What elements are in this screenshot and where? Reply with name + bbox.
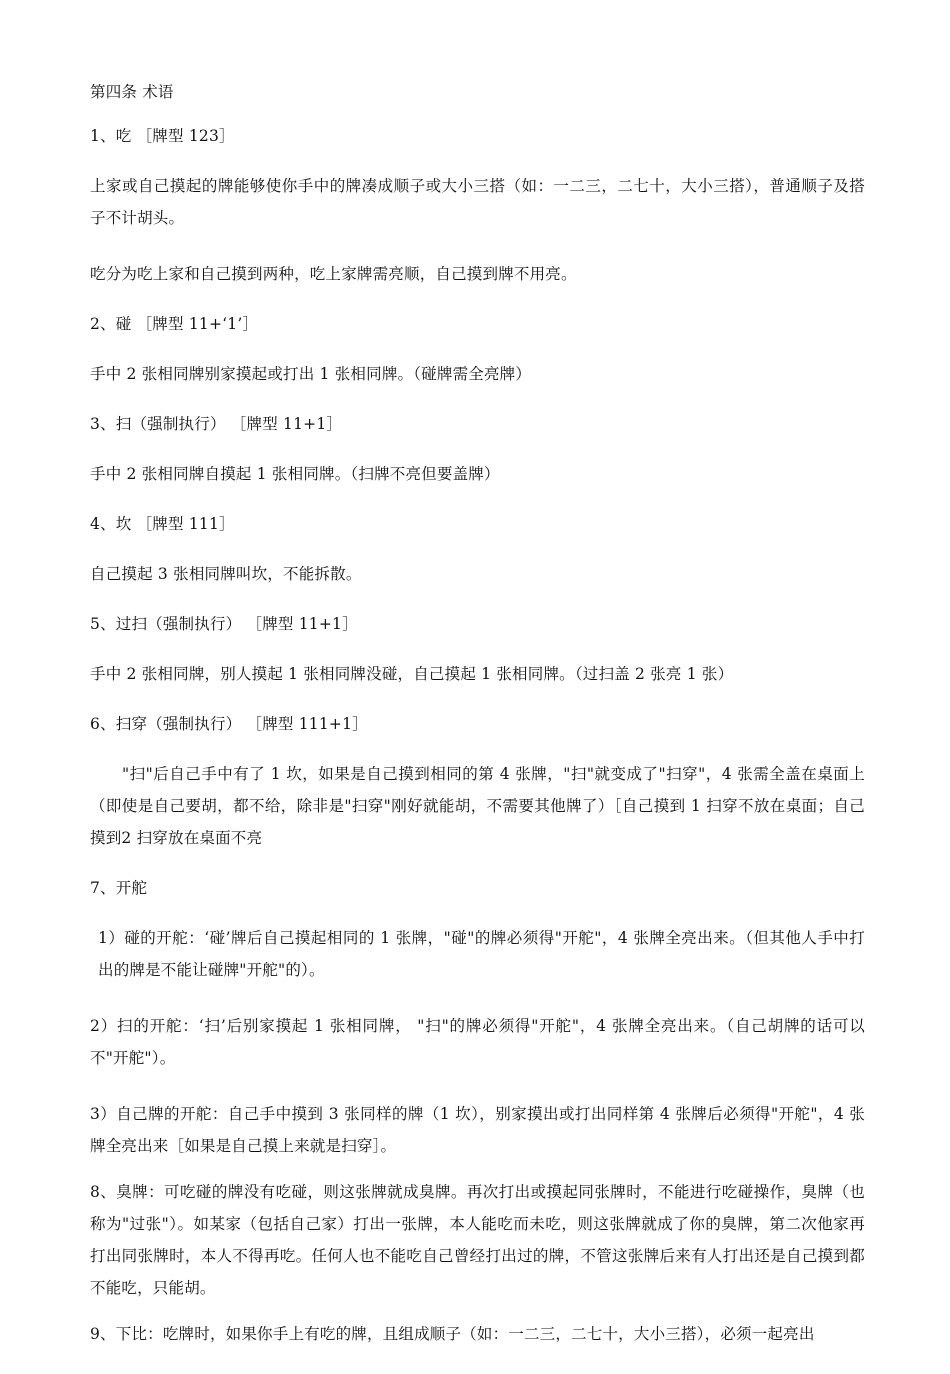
section-heading-guosao: 5、过扫（强制执行） ［牌型 11+1］ [90,615,358,633]
article-title: 第四条 术语 [90,83,174,101]
section-heading-sao: 3、扫（强制执行） ［牌型 11+1］ [90,415,343,433]
section-heading-kan: 4、坎 ［牌型 111］ [90,515,235,533]
paragraph-kaiduo-peng: 1）碰的开舵：‘碰’牌后自己摸起相同的 1 张牌，"碰"的牌必须得"开舵"，4 张牌全亮出来。（但其他人手中打出的牌是不能让碰牌"开舵"的）。 [98,929,865,979]
paragraph-chi-definition: 上家或自己摸起的牌能够使你手中的牌凑成顺子或大小三搭（如：一二三，二七十，大小三搭），普通顺子及搭子不计胡头。 [90,177,865,227]
section-heading-peng: 2、碰 ［牌型 11+‘1’］ [90,315,259,333]
section-heading-kaiduo: 7、开舵 [90,879,148,897]
paragraph-sao: 手中 2 张相同牌自摸起 1 张相同牌。（扫牌不亮但要盖牌） [90,465,500,483]
paragraph-guosao: 手中 2 张相同牌，别人摸起 1 张相同牌没碰，自己摸起 1 张相同牌。（过扫盖 2 张亮 1 张） [90,665,734,683]
paragraph-kaiduo-own: 3）自己牌的开舵：自己手中摸到 3 张同样的牌（1 坎），别家摸出或打出同样第 4 张牌后必须得"开舵"，4 张牌全亮出来［如果是自己摸上来就是扫穿］。 [90,1105,865,1155]
paragraph-peng: 手中 2 张相同牌别家摸起或打出 1 张相同牌。（碰牌需全亮牌） [90,365,532,383]
paragraph-kaiduo-sao: 2）扫的开舵：‘扫’后别家摸起 1 张相同牌， "扫"的牌必须得"开舵"，4 张牌全亮出来。（自己胡牌的话可以不"开舵"）。 [90,1017,865,1067]
paragraph-saochuan: "扫"后自己手中有了 1 坎，如果是自己摸到相同的第 4 张牌，"扫"就变成了"扫穿"，4 张需全盖在桌面上（即使是自己要胡，都不给，除非是"扫穿"刚好就能胡，不需要其他牌了）［自己摸到 1 扫穿不放在桌面；自己摸到2 扫穿放在桌面不亮 [90,765,865,847]
paragraph-kan: 自己摸起 3 张相同牌叫坎，不能拆散。 [90,565,362,583]
paragraph-chi-types: 吃分为吃上家和自己摸到两种，吃上家牌需亮顺，自己摸到牌不用亮。 [90,265,577,283]
paragraph-choupai: 8、臭牌：可吃碰的牌没有吃碰，则这张牌就成臭牌。再次打出或摸起同张牌时，不能进行吃碰操作，臭牌（也称为"过张"）。如某家（包括自己家）打出一张牌，本人能吃而未吃，则这张牌就成了你的臭牌，第二次他家再打出同张牌时，本人不得再吃。任何人也不能吃自己曾经打出过的牌，不管这张牌后来有人打出还是自己摸到都不能吃，只能胡。 [90,1183,865,1297]
section-heading-chi: 1、吃 ［牌型 123］ [90,127,235,145]
paragraph-xiabi: 9、下比：吃牌时，如果你手上有吃的牌，且组成顺子（如：一二三，二七十，大小三搭），必须一起亮出 [90,1325,815,1343]
document-page [90,82,865,1374]
section-heading-saochuan: 6、扫穿（强制执行） ［牌型 111+1］ [90,715,368,733]
